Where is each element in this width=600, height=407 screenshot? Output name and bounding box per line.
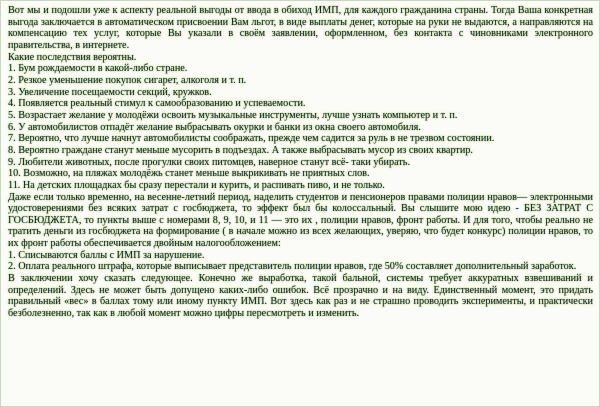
consequence-item: 4. Появляется реальный стимул к самообразованию и успеваемости.: [8, 98, 306, 110]
consequence-item: 1. Бум рождаемости в какой-либо стране.: [8, 63, 188, 75]
consequence-item: 11. На детских площадках бы сразу перестали и курить, и распивать пиво, и не только.: [8, 179, 385, 191]
taxation-item: 1. Списываются баллы с ИМП за нарушение.: [8, 249, 205, 261]
conclusion-paragraph: В заключении хочу сказать следующее. Конечно же выработка, такой бальной, системы требует аккуратных взвешиваний и определений. Здесь не может быть допущено каких-либо ошибок. Всё прозрачно и на виду. Единственный момент, это придать правильный «вес» в баллах тому или иному пункту ИМП. Вот здесь как раз и не страшно проводить эксперименты, и практически безболезненно, так как в любой момент можно цифры пересмотреть и изменить.: [8, 273, 593, 320]
police-paragraph: Даже если только временно, на весенне-летний период, наделить студентов и пенсионеров правами полиции нравов— электронными удостоверениями без всяких затрат с госбюджета, то эффект был бы колоссальный. Вы слышите мою идею - БЕЗ ЗАТРАТ С ГОСБЮДЖЕТА, то пункты выше с номерами 8, 9, 10, и 11 — это их , полиции нравов, фронт работы. И для того, чтобы реально не тратить деньги из госбюджета на формирование ( в начале можно из всех желающих, уверяю, что будет конкурс) полиции нравов, то их фронт работы обеспечивается двойным налогообложением:: [8, 191, 593, 250]
consequence-item: 3. Увеличение посещаемости секций, кружков.: [8, 86, 212, 98]
consequence-item: 5. Возрастает желание у молодёжи освоить музыкальные инструменты, лучше узнать компьютер и т. п.: [8, 109, 458, 121]
consequence-item: 10. Возможно, на пляжах молодёжь станет меньше выкрикивать не приятных слов.: [8, 168, 370, 180]
consequences-heading: Какие последствия вероятны.: [8, 51, 137, 63]
taxation-item: 2. Оплата реального штрафа, которые выписывает представитель полиции нравов, где 50% составляет дополнительный заработок.: [8, 261, 577, 273]
consequence-item: 8. Вероятно граждане станут меньше мусорить в подъездах. А также выбрасывать мусор из своих квартир.: [8, 144, 473, 156]
consequence-item: 7. Вероятно, что лучше начнут автомобилисты соображать, прежде чем садится за руль в не трезвом состоянии.: [8, 133, 495, 145]
intro-paragraph: Вот мы и подошли уже к аспекту реальной выгоды от ввода в обиход ИМП, для каждого гражданина страны. Тогда Ваша конкретная выгода заключается в автоматическом присвоении Вам льгот, в виде выплаты денег, которые на руки не выдаются, а направляются на компенсацию тех услуг, которые Вы указали в своём заявлении, оформленном, без контакта с чиновниками электронного правительства, в интернете.: [8, 5, 593, 51]
consequence-item: 6. У автомобилистов отпадёт желание выбрасывать окурки и банки из окна своего автомобиля.: [8, 121, 421, 133]
consequence-item: 2. Резкое уменьшение покупок сигарет, алкоголя и т. п.: [8, 74, 247, 86]
consequence-item: 9. Любители животных, после прогулки своих питомцев, наверное станут всё- таки убирать.: [8, 156, 411, 168]
consequences-list: [8, 63, 593, 191]
